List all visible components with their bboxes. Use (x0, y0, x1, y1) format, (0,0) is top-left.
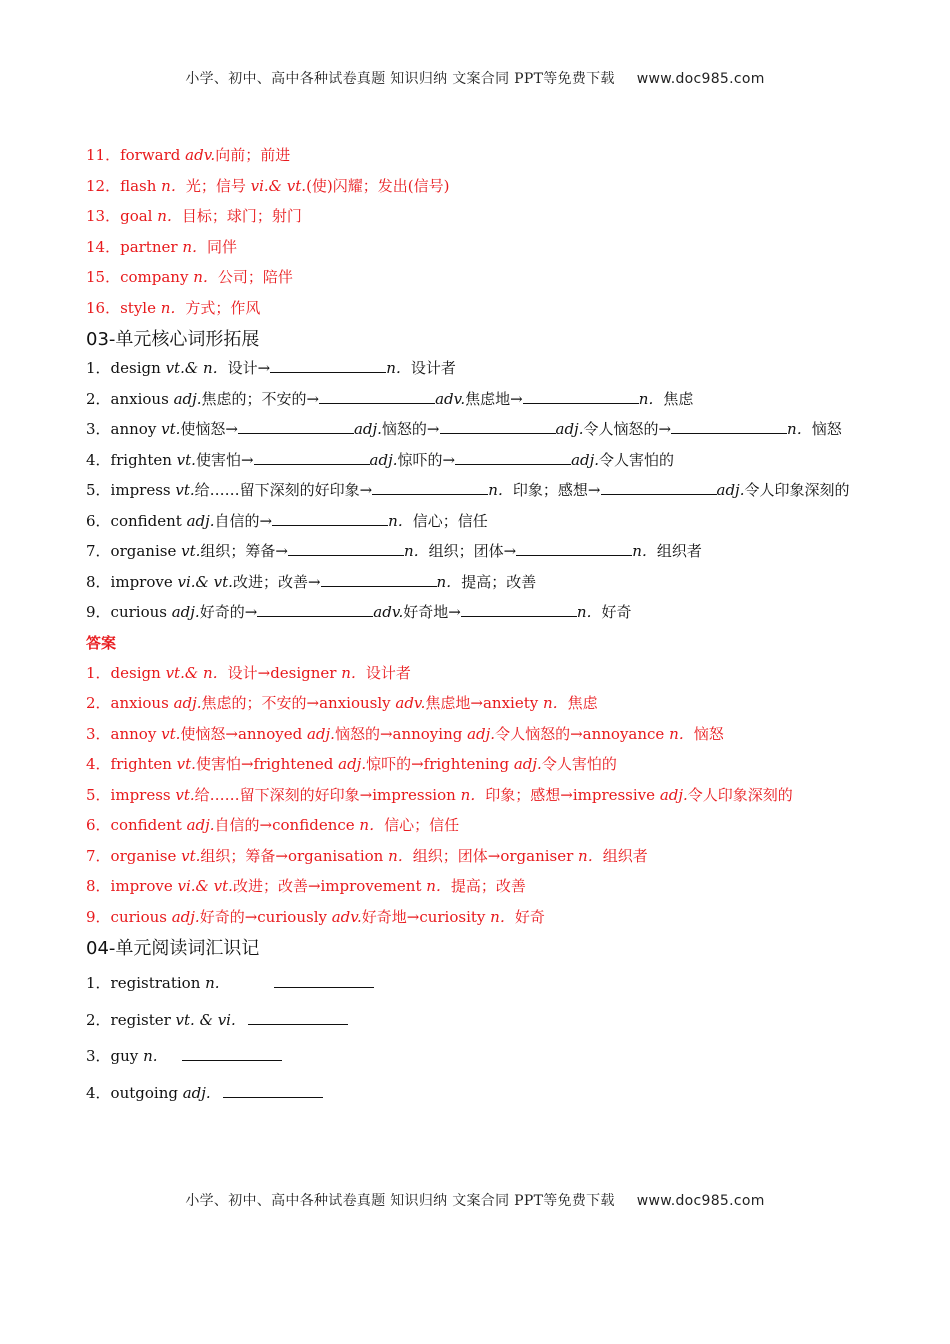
answer-blank[interactable] (238, 419, 354, 434)
answer-item: 6．confident adj.自信的→confidence n．信心；信任 (86, 816, 460, 834)
vocab-item: 11．forward adv.向前；前进 (86, 146, 291, 164)
answer-blank[interactable] (288, 541, 404, 556)
reading-vocab-item: 3．guy n. (86, 1041, 866, 1072)
answer-blank[interactable] (272, 511, 388, 526)
question-item: 1．design vt.& n．设计→ n．设计者 (86, 359, 456, 377)
answer-blank[interactable] (671, 419, 787, 434)
answer-blank[interactable] (254, 450, 370, 465)
answer-item: 8．improve vi.& vt.改进；改善→improvement n．提高；改善 (86, 877, 526, 895)
question-item: 6．confident adj.自信的→ n．信心；信任 (86, 511, 488, 530)
answer-item: 4．frighten vt.使害怕→frightened adj.惊吓的→frightening adj.令人害怕的 (86, 755, 617, 773)
footer-text: 小学、初中、高中各种试卷真题 知识归纳 文案合同 PPT等免费下载 (185, 1193, 615, 1209)
question-item: 2．anxious adj.焦虑的；不安的→ adv.焦虑地→ n．焦虑 (86, 389, 694, 408)
page-footer (0, 1190, 950, 1210)
header-site[interactable]: www.doc985.com (636, 71, 765, 87)
section-04-title: 04-单元阅读词汇识记 (86, 938, 260, 959)
footer-site[interactable]: www.doc985.com (636, 1193, 765, 1209)
question-item: 5．impress vt.给……留下深刻的好印象→ n．印象；感想→ adj.令人印象深刻的 (86, 481, 850, 499)
vocab-item: 15．company n．公司；陪伴 (86, 268, 293, 286)
page-header (0, 68, 950, 88)
vocab-item: 14．partner n．同伴 (86, 237, 238, 256)
answer-blank[interactable] (257, 602, 373, 617)
answer-item: 7．organise vt.组织；筹备→organisation n．组织；团体→organiser n．组织者 (86, 846, 648, 865)
vocab-item: 12．flash n．光；信号 vi.& vt.(使)闪耀；发出(信号) (86, 176, 450, 195)
question-item: 4．frighten vt.使害怕→ adj.惊吓的→ adj.令人害怕的 (86, 450, 675, 469)
answer-blank[interactable] (274, 973, 374, 988)
answer-blank[interactable] (248, 1010, 348, 1025)
answer-item: 9．curious adj.好奇的→curiously adv.好奇地→curiosity n．好奇 (86, 907, 545, 926)
answer-blank[interactable] (182, 1046, 282, 1061)
answer-item: 5．impress vt.给……留下深刻的好印象→impression n．印象；感想→impressive adj.令人印象深刻的 (86, 785, 793, 804)
question-item: 8．improve vi.& vt.改进；改善→ n．提高；改善 (86, 572, 537, 591)
document-body (86, 140, 866, 1108)
question-item: 9．curious adj.好奇的→ adv.好奇地→ n．好奇 (86, 603, 632, 621)
section-03-title: 03-单元核心词形拓展 (86, 329, 260, 350)
answer-blank[interactable] (523, 389, 639, 404)
answer-blank[interactable] (270, 358, 386, 373)
vocab-item: 13．goal n．目标；球门；射门 (86, 207, 302, 225)
answer-blank[interactable] (516, 541, 632, 556)
answer-blank[interactable] (440, 419, 556, 434)
answer-blank[interactable] (223, 1083, 323, 1098)
answer-blank[interactable] (455, 450, 571, 465)
answer-blank[interactable] (321, 572, 437, 587)
answer-blank[interactable] (319, 389, 435, 404)
question-item: 3．annoy vt.使恼怒→ adj.恼怒的→ adj.令人恼怒的→ n．恼怒 (86, 420, 842, 438)
reading-vocab-item: 2．register vt. & vi. (86, 1005, 866, 1036)
answer-item: 1．design vt.& n．设计→designer n．设计者 (86, 663, 411, 682)
answer-blank[interactable] (601, 480, 717, 495)
answer-blank[interactable] (461, 602, 577, 617)
answer-item: 3．annoy vt.使恼怒→annoyed adj.恼怒的→annoying adj.令人恼怒的→annoyance n．恼怒 (86, 724, 724, 743)
header-text: 小学、初中、高中各种试卷真题 知识归纳 文案合同 PPT等免费下载 (185, 71, 615, 87)
reading-vocab-item: 4．outgoing adj. (86, 1078, 866, 1109)
answer-label: 答案 (86, 633, 117, 652)
answer-item: 2．anxious adj.焦虑的；不安的→anxiously adv.焦虑地→anxiety n．焦虑 (86, 694, 598, 712)
question-item: 7．organise vt.组织；筹备→ n．组织；团体→ n．组织者 (86, 542, 702, 560)
answer-blank[interactable] (372, 480, 488, 495)
vocab-item: 16．style n．方式；作风 (86, 298, 261, 317)
reading-vocab-item: 1．registration n. (86, 968, 866, 999)
